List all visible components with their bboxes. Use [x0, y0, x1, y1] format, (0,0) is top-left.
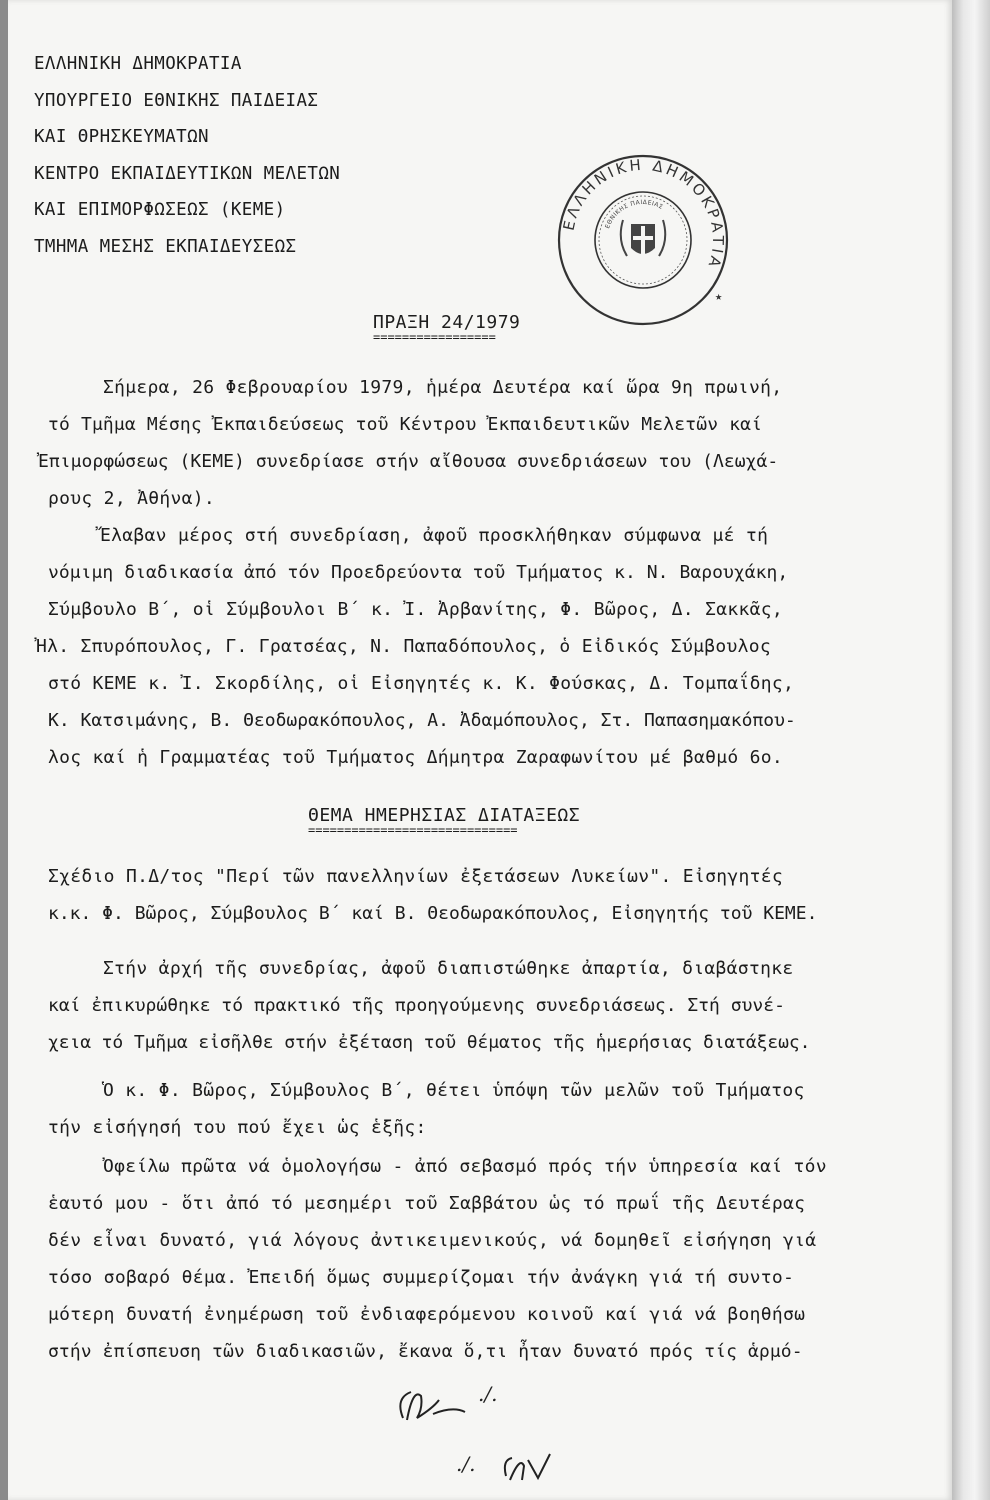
- agenda-heading: [308, 805, 580, 835]
- body-line: δέν εἶναι δυνατό, γιά λόγους ἀντικειμενικούς, νά δομηθεῖ εἰσήγηση γιά: [48, 1230, 817, 1251]
- stamp-outer-text: ΕΛΛΗΝΙΚΗ ΔΗΜΟΚΡΑΤΙΑ: [559, 155, 728, 273]
- body-line: Ὀφείλω πρῶτα νά ὁμολογήσω - ἀπό σεβασμό πρός τήν ὑπηρεσία καί τόν: [103, 1156, 827, 1177]
- body-line: Στήν ἀρχή τῆς συνεδρίας, ἀφοῦ διαπιστώθηκε ἀπαρτία, διαβάστηκε: [103, 958, 794, 979]
- agenda-heading-underline: =============================: [308, 826, 518, 835]
- act-title: [373, 312, 520, 342]
- body-line: Σχέδιο Π.Δ/τος "Περί τῶν πανελληνίων ἐξετάσεων Λυκείων". Εἰσηγητές: [48, 866, 784, 887]
- body-line: χεια τό Τμῆμα εἰσῆλθε στήν ἐξέταση τοῦ θέματος τῆς ἡμερήσιας διατάξεως.: [48, 1032, 811, 1053]
- body-line: Ἔλαβαν μέρος στή συνεδρίαση, ἀφοῦ προσκλήθηκαν σύμφωνα μέ τή: [100, 525, 769, 546]
- body-line: καί ἐπικυρώθηκε τό πρακτικό τῆς προηγούμενης συνεδριάσεως. Στή συνέ-: [48, 995, 785, 1016]
- signature-initials-bottom: [498, 1446, 558, 1490]
- body-line: Κ. Κατσιμάνης, Β. Θεοδωρακόπουλος, Α. Ἀδαμόπουλος, Στ. Παπασημακόπου-: [48, 710, 796, 731]
- signature-initials: [393, 1378, 473, 1428]
- body-line: ρους 2, Ἀθήνα).: [48, 488, 216, 509]
- body-line: στήν ἐπίσπευση τῶν διαδικασιῶν, ἔκανα ὅ,τι ἦταν δυνατό πρός τίς ἁρμό-: [48, 1341, 803, 1362]
- body-line: κ.κ. Φ. Βῶρος, Σύμβουλος Β΄ καί Β. Θεοδωρακόπουλος, Εἰσηγητής τοῦ ΚΕΜΕ.: [48, 903, 818, 924]
- stamp-inner-text: ΕΘΝΙΚΗΣ ΠΑΙΔΕΙΑΣ: [604, 198, 665, 230]
- body-line: Σήμερα, 26 Φεβρουαρίου 1979, ἡμέρα Δευτέρα καί ὥρα 9η πρωινή,: [103, 377, 783, 398]
- page-edge: [952, 0, 990, 1500]
- letterhead-line: ΥΠΟΥΡΓΕΙΟ ΕΘΝΙΚΗΣ ΠΑΙΔΕΙΑΣ: [34, 90, 319, 111]
- document-page: [8, 0, 952, 1500]
- continuation-mark: ./.: [478, 1382, 498, 1406]
- body-line: Ὁ κ. Φ. Βῶρος, Σύμβουλος Β΄, θέτει ὑπόψη τῶν μελῶν τοῦ Τμήματος: [103, 1080, 805, 1101]
- letterhead: [34, 46, 340, 265]
- body-line: λος καί ἡ Γραμματέας τοῦ Τμήματος Δήμητρα Ζαραφωνίτου μέ βαθμό 6ο.: [48, 747, 784, 768]
- body-line: στό ΚΕΜΕ κ. Ἰ. Σκορδίλης, οἱ Εἰσηγητές κ. Κ. Φούσκας, Δ. Τομπαΐδης,: [48, 673, 795, 694]
- body-line: τό Τμῆμα Μέσης Ἐκπαιδεύσεως τοῦ Κέντρου Ἐκπαιδευτικῶν Μελετῶν καί: [48, 414, 763, 435]
- star-icon: ★: [715, 289, 723, 303]
- letterhead-line: ΚΑΙ ΘΡΗΣΚΕΥΜΑΤΩΝ: [34, 127, 209, 147]
- coat-of-arms-icon: [621, 220, 666, 256]
- act-title-text: ΠΡΑΞΗ 24/1979: [373, 312, 521, 333]
- letterhead-line: ΕΛΛΗΝΙΚΗ ΔΗΜΟΚΡΑΤΙΑ: [34, 54, 242, 74]
- body-line: Ἐπιμορφώσεως (ΚΕΜΕ) συνεδρίασε στήν αἴθουσα συνεδριάσεων του (Λεωχά-: [38, 451, 779, 472]
- page-end-mark: ./.: [456, 1452, 476, 1476]
- letterhead-line: ΚΑΙ ΕΠΙΜΟΡΦΩΣΕΩΣ (ΚΕΜΕ): [34, 200, 286, 220]
- letterhead-line: ΤΜΗΜΑ ΜΕΣΗΣ ΕΚΠΑΙΔΕΥΣΕΩΣ: [34, 236, 297, 257]
- letterhead-line: ΚΕΝΤΡΟ ΕΚΠΑΙΔΕΥΤΙΚΩΝ ΜΕΛΕΤΩΝ: [34, 163, 341, 184]
- body-line: Ἠλ. Σπυρόπουλος, Γ. Γρατσέας, Ν. Παπαδόπουλος, ὁ Εἰδικός Σύμβουλος: [36, 636, 772, 657]
- body-line: τόσο σοβαρό θέμα. Ἐπειδή ὅμως συμμερίζομαι τήν ἀνάγκη γιά τή συντο-: [48, 1267, 795, 1288]
- act-title-underline: =================: [373, 333, 496, 342]
- body-line: ἑαυτό μου - ὅτι ἀπό τό μεσημέρι τοῦ Σαββάτου ὡς τό πρωΐ τῆς Δευτέρας: [48, 1193, 806, 1214]
- body-line: Σύμβουλο Β΄, οἱ Σύμβουλοι Β΄ κ. Ἰ. Ἀρβανίτης, Φ. Βῶρος, Δ. Σακκᾶς,: [48, 599, 784, 620]
- body-line: τήν εἰσήγησή του πού ἔχει ὡς ἑξῆς:: [48, 1117, 427, 1138]
- body-line: νόμιμη διαδικασία ἀπό τόν Προεδρεύοντα τοῦ Τμήματος κ. Ν. Βαρουχάκη,: [48, 562, 789, 583]
- body-line: μότερη δυνατή ἐνημέρωση τοῦ ἐνδιαφερόμενου κοινοῦ καί γιά νά βοηθήσω: [48, 1304, 806, 1325]
- agenda-heading-text: ΘΕΜΑ ΗΜΕΡΗΣΙΑΣ ΔΙΑΤΑΞΕΩΣ: [308, 805, 581, 826]
- official-stamp: [553, 150, 733, 330]
